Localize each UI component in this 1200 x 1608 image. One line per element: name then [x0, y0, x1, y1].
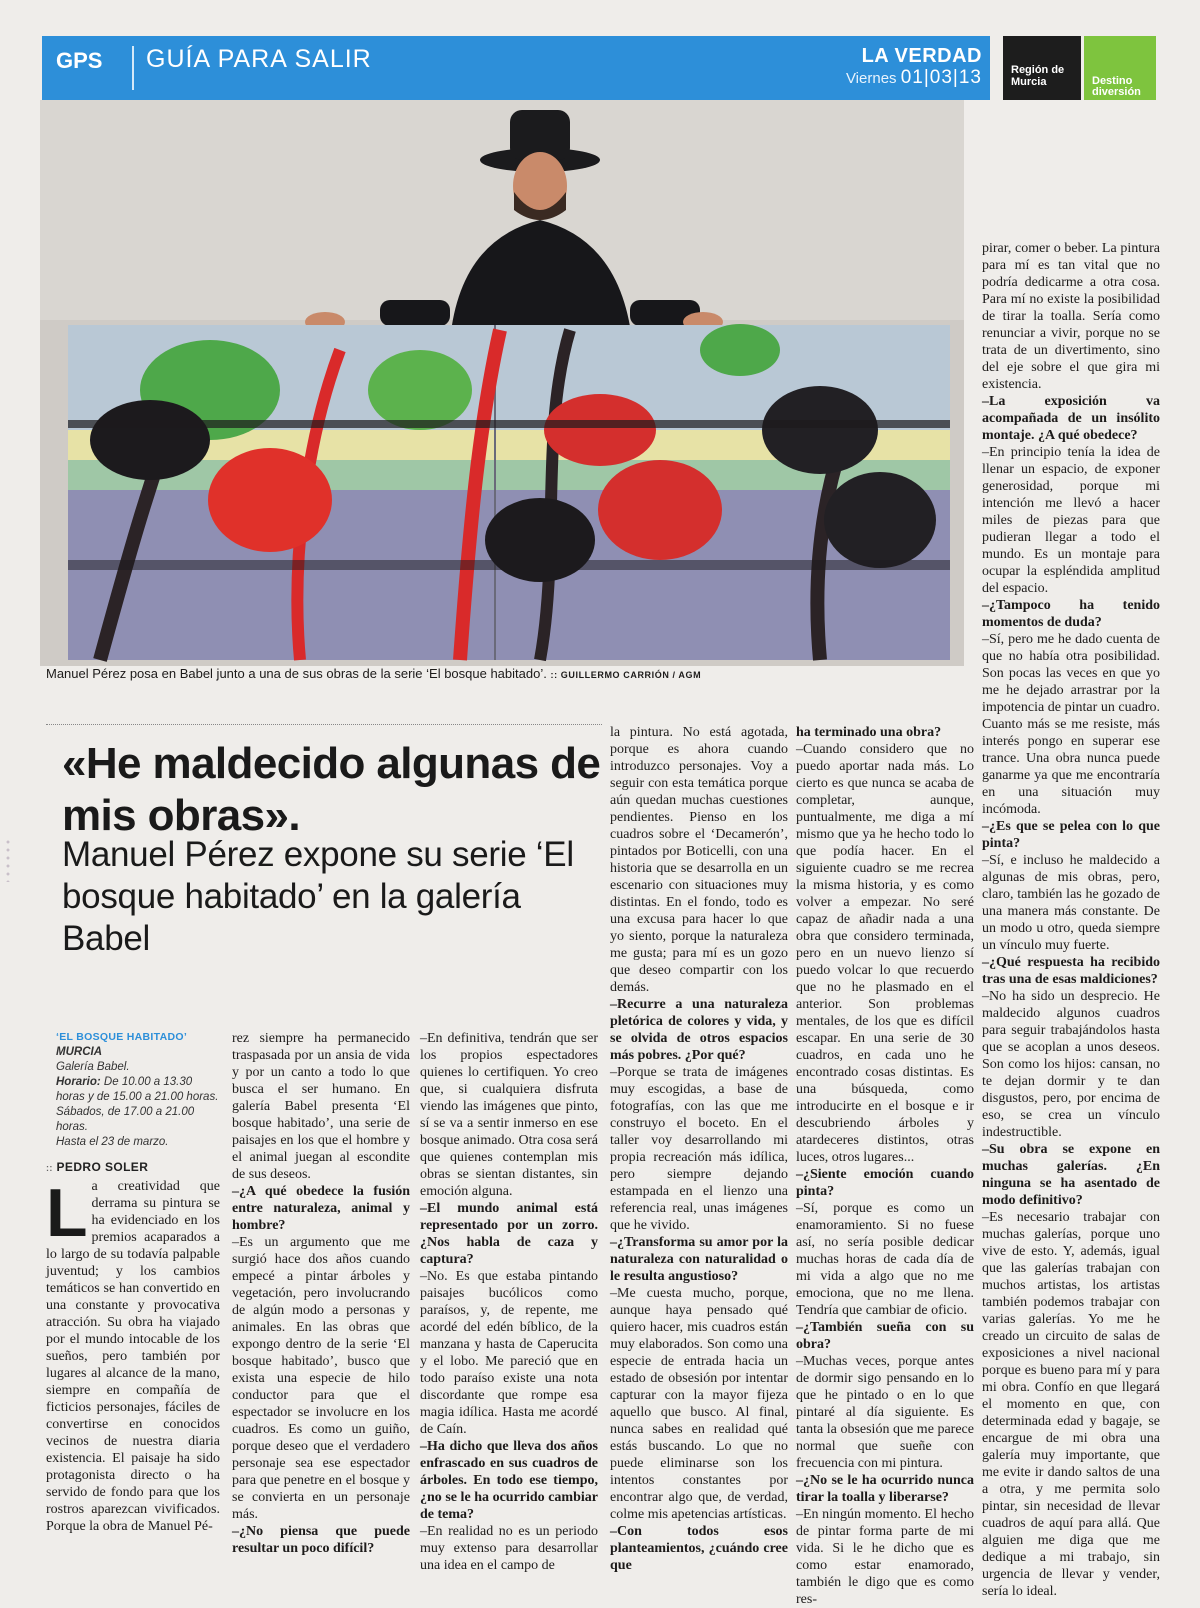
interview-answer: la pintura. No está agotada, porque es ahora cuando introduzco personajes. Voy a seguir con esta temática porque aún quedan muchas cuestiones pendientes. Pienso en los cuadros sobre el ‘Decamerón’, pintados por Boticelli, con una historia que se desarrolla en un escenario con situaciones muy distintas. En el fondo, todo es una excusa para hacer lo que yo siento, porque la naturaleza me gusta; para mí es un gozo que deseo compartir con los demás. [610, 725, 788, 995]
interview-answer: –No. Es que estaba pintando paisajes bucólicos como paraísos, y, de repente, me acordé del edén bíblico, de la manzana y hasta de Caperucita y el lobo. Me pareció que en todo paraíso existe una nota discordante que rompe esa magia idílica. Hasta me acordé de Caín. [420, 1269, 598, 1437]
article-column-6 [982, 240, 1160, 1599]
hours-label: Horario: [56, 1076, 101, 1088]
photo-caption [46, 666, 956, 681]
interview-answer: –Es un argumento que me surgió hace dos años cuando empecé a pintar árboles y vegetación, pero involucrando de algún modo a personas y animales. En las obras que expongo dentro de la serie ‘El bosque habitado’, busco que exista una especie de hilo conductor para que el espectador se involucre en los cuadros. Es como un guiño, porque deseo que el verdadero personaje sea ese espectador para que penetre en el bosque y se convierta en un personaje más. [232, 1235, 410, 1522]
exhibition-hours [56, 1075, 224, 1135]
headline: «He maldecido algunas de mis obras». [62, 739, 601, 840]
hours-text: De 10.00 a 13.30 horas y de 15.00 a 21.00 horas. Sábados, de 17.00 a 21.00 horas. [56, 1076, 219, 1133]
article-column-3 [420, 1030, 598, 1573]
interview-answer: –En realidad no es un periodo muy extenso para desarrollar una idea en el campo de [420, 1524, 598, 1573]
article-column-1 [46, 1175, 220, 1550]
interview-question: –¿Transforma su amor por la naturaleza con naturalidad o le resulta angustioso? [610, 1235, 788, 1284]
destino-label: Destino diversión [1084, 36, 1156, 100]
headline-rule [46, 724, 602, 725]
exhibition-info [56, 1030, 224, 1150]
header-divider [132, 46, 134, 90]
interview-answer: –Muchas veces, porque antes de dormir sigo pensando en lo que he pintado o en lo que pintaré al día siguiente. Es tanta la obsesión que me parece normal que sueñe con frecuencia con mi pintura. [796, 1354, 974, 1471]
margin-dots [4, 838, 12, 882]
drop-cap: L [46, 1175, 88, 1251]
interview-answer: –Porque se trata de imágenes muy escogidas, a base de fotografías, con las que me construyo el boceto. En el taller voy desarrollando mi propia recreación más idílica, pero siempre dejando estampada en el lienzo una referencia real, unas imágenes que he vivido. [610, 1065, 788, 1233]
interview-answer: –En principio tenía la idea de llenar un espacio, de exponer generosidad, porque mi intención me llevó a hacer miles de piezas para que pudieran llegar a todo el mundo. Es un montaje para ocupar la espléndida amplitud del espacio. [982, 445, 1160, 596]
issue-day: Viernes [845, 70, 897, 87]
interview-answer: –En definitiva, tendrán que ser los propios espectadores quienes lo certifiquen. Yo creo que, si cualquiera disfruta viendo las imágenes que pinto, sí se va a sentir inmerso en ese bosque animado. Otra cosa será que quienes contemplan mis obras se sientan distantes, sin emoción alguna. [420, 1031, 598, 1199]
paragraph: a creatividad que derrama su pintura se ha evidenciado en los premios acaparados a lo largo de su todavía palpable juventud; y los cambios temáticos se han convertido en una constante y provocativa atracción. Su obra ha viajado por el mundo intocable de los sueños, pero también por lugares al alcance de la mano, siempre en compañía de ficticios personajes, fáciles de convertirse en conocidos vecinos de nuestra diaria existencia. El paisaje ha sido protagonista directo o ha servido de fondo para que los rostros aparezcan vivificados. Porque la obra de Manuel Pé- [46, 1179, 220, 1534]
interview-question: –¿Qué respuesta ha recibido tras una de esas maldiciones? [982, 955, 1160, 987]
interview-question: –¿No se le ha ocurrido nunca tirar la toalla y liberarse? [796, 1473, 974, 1505]
author-name: PEDRO SOLER [56, 1160, 149, 1174]
interview-answer: –Me cuesta mucho, porque, aunque haya pensado qué quiero hacer, mis cuadros están muy elaborados. Son como una especie de entrada hacia un estado de obsesión por intentar capturar con la mayor fijeza aquello que busco. Al final, nunca sabes en realidad qué estás buscando. Lo que no puede eliminarse son los intentos constantes por encontrar algo que, de verdad, colme mis apetencias artísticas. [610, 1286, 788, 1522]
region-label: Región de Murcia [1003, 36, 1081, 100]
exhibition-city: MURCIA [56, 1046, 102, 1058]
article-column-4 [610, 724, 788, 1573]
interview-question: –¿Tampoco ha tenido momentos de duda? [982, 598, 1160, 630]
byline [46, 1160, 148, 1174]
interview-answer: –En ningún momento. El hecho de pintar forma parte de mi vida. Si le he dicho que es como estar enamorado, también le digo que es como res- [796, 1507, 974, 1607]
subheadline: Manuel Pérez expone su serie ‘El bosque habitado’ en la galería Babel [62, 835, 574, 958]
exhibition-venue: Galería Babel. [56, 1061, 130, 1073]
interview-answer: pirar, comer o beber. La pintura para mí es tan vital que no podría dedicarme a otra cosa. Para mí no existe la posibilidad de tirar la toalla. Sería como renunciar a vivir, porque no se trata de un divertimento, sino del eje sobre el que gira mi existencia. [982, 241, 1160, 392]
interview-answer: –Sí, e incluso he maldecido a algunas de mis obras, pero, claro, también las he gozado de una manera más constante. De un modo u otro, queda siempre un vínculo muy fuerte. [982, 853, 1160, 953]
exhibition-until: Hasta el 23 de marzo. [56, 1136, 169, 1148]
interview-question: –¿No piensa que puede resultar un poco difícil? [232, 1524, 410, 1556]
interview-answer: –Es necesario trabajar con muchas galerías, porque uno vive de esto. Y, además, igual que las galerías trabajan con muchos artistas, los artistas también podemos trabajar con varias galerías. Yo me he creado un circuito de salas de exposiciones a nivel nacional porque es bueno para mí y para mi obra. Confío en que llegará el momento en que, con determinada edad y bagaje, se encargue de mi obra una galería muy importante, que me evite ir dando saltos de una a otra, y me permita solo pintar, sin necesidad de llevar cuadros de aquí para allá. Que alguien me diga que me dedique a mi trabajo, sin urgencia de llevar y vender, sería lo ideal. [982, 1210, 1160, 1599]
artist-photo [40, 100, 964, 666]
article-column-2 [232, 1030, 410, 1556]
interview-question: ha terminado una obra? [796, 725, 942, 740]
article-column-5 [796, 724, 974, 1607]
newspaper-name: LA VERDAD [861, 45, 982, 67]
issue-date [846, 67, 982, 89]
caption-text: Manuel Pérez posa en Babel junto a una de sus obras de la serie ‘El bosque habitado’. [46, 666, 547, 681]
interview-question: –Ha dicho que lleva dos años enfrascado en sus cuadros de árboles. En todo ese tiempo, ¿no se le ha ocurrido cambiar de tema? [420, 1439, 598, 1522]
interview-answer: –Sí, porque es como un enamoramiento. Si no fuese así, no sería posible dedicar muchas horas de cada día de mi vida a algo que no me emociona, que no me llena. Tendría que cambiar de oficio. [796, 1201, 974, 1318]
section-header-bar [42, 36, 990, 100]
interview-question: –¿A qué obedece la fusión entre naturaleza, animal y hombre? [232, 1184, 410, 1233]
byline-marker: :: [46, 1163, 53, 1173]
interview-answer: –Cuando considero que no puedo aportar nada más. Lo cierto es que nunca se acaba de completar, aunque, puntualmente, me diga a mí mismo que ya he hecho todo lo que podía hacer. En el siguiente cuadro se me recrea la misma historia, y es como volver a empezar. No seré capaz de añadir nada a una obra que considero terminada, pero en un nuevo lienzo sí puedo volcar lo que recuerdo que no he plasmado en el anterior. Son problemas mentales, de los que es difícil escapar. En una serie de 30 cuadros, en cada uno he encontrado cosas distintas. Es una búsqueda, como introducirte en el bosque e ir descubriendo árboles y atardeceres distintos, otras luces, otros lugares... [796, 742, 974, 1165]
interview-question: –Su obra se expone en muchas galerías. ¿En ninguna se ha asentado de modo definitivo? [982, 1142, 1160, 1208]
gps-label: GPS [56, 48, 103, 73]
interview-answer: –Sí, pero me he dado cuenta de que no había otra posibilidad. Son pocas las veces en que yo me he dejado arrastrar por la impotencia de pintar un cuadro. Cuanto más se me resiste, más interés pongo en superar ese trance. Una obra nunca puede ganarme ya que me encontraría en una situación muy incómoda. [982, 632, 1160, 817]
interview-question: –Recurre a una naturaleza pletórica de colores y vida, y se olvida de otros espacios más pobres. ¿Por qué? [610, 997, 788, 1063]
interview-question: –El mundo animal está representado por un zorro. ¿Nos habla de caza y captura? [420, 1201, 598, 1267]
interview-question: –¿Siente emoción cuando pinta? [796, 1167, 974, 1199]
interview-question: –La exposición va acompañada de un insólito montaje. ¿A qué obedece? [982, 394, 1160, 443]
section-title: GUÍA PARA SALIR [146, 45, 372, 73]
photo-credit: :: GUILLERMO CARRIÓN / AGM [550, 670, 702, 680]
interview-question: –¿También sueña con su obra? [796, 1320, 974, 1352]
exhibition-title: ‘EL BOSQUE HABITADO’ [56, 1031, 188, 1043]
interview-answer: –No ha sido un desprecio. He maldecido algunos cuadros para seguir trabajándolos hasta que se acoplan a unos deseos. Son como los hijos: cansan, no te dejan dormir y te dan disgustos, pero, por encima de eso, se crea un vínculo indestructible. [982, 989, 1160, 1140]
interview-question: –¿Es que se pelea con lo que pinta? [982, 819, 1160, 851]
interview-question: –Con todos esos planteamientos, ¿cuándo cree que [610, 1524, 788, 1573]
paragraph: rez siempre ha permanecido traspasada por un ansia de vida y por un canto a todo lo que busca el ser humano. En galería Babel presenta ‘El bosque habitado’, una serie de paisajes en los que el hombre y el animal juegan al escondite de sus deseos. [232, 1031, 410, 1182]
issue-date-value: 01|03|13 [900, 67, 982, 88]
